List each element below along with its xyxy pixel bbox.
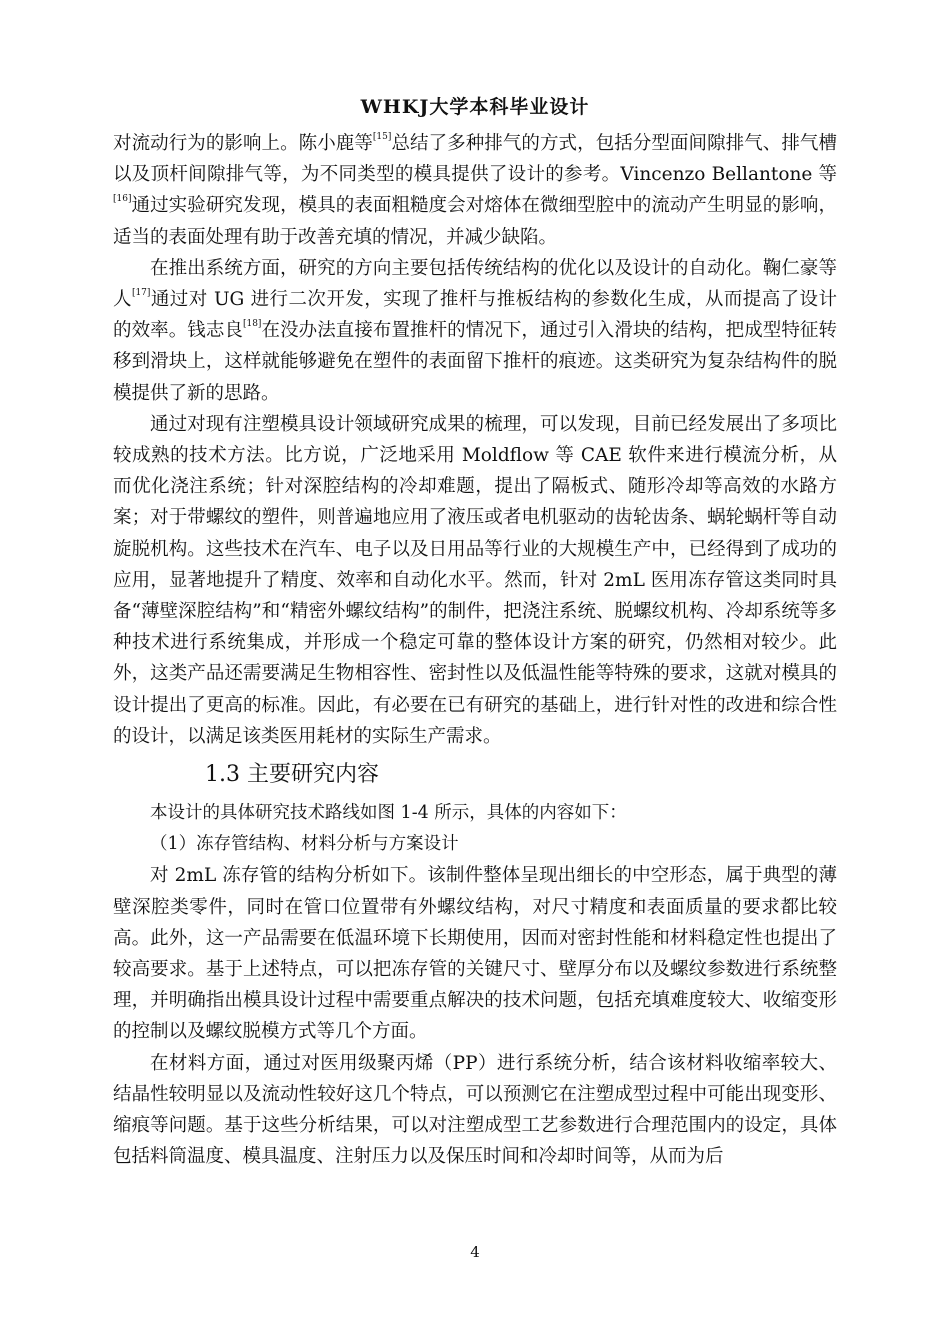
paragraph-ejection-system <box>113 253 837 409</box>
section-heading: 1.3 主要研究内容 <box>205 762 379 788</box>
section-intro: 本设计的具体研究技术路线如图 1-4 所示，具体的内容如下： <box>150 803 627 824</box>
citation-marker: [18] <box>242 319 262 330</box>
text-run: 在没办法直接布置推杆的情况下，通过引入滑块的结构，把成型特征转移到滑块上，这样就能够避免在塑件的表面留下推杆的痕迹。这类研究为复杂结构件的脱模提供了新的思路。 <box>113 320 837 404</box>
text-run: 通过实验研究发现，模具的表面粗糙度会对熔体在微细型腔中的流动产生明显的影响，适当的表面处理有助于改善充填的情况，并减少缺陷。 <box>113 195 837 248</box>
paragraph-exhaust-and-surface <box>113 128 837 253</box>
body-text <box>113 128 837 1173</box>
paragraph-material-analysis: 在材料方面，通过对医用级聚丙烯（PP）进行系统分析，结合该材料收缩率较大、结晶性较明显以及流动性较好这几个特点，可以预测它在注塑成型过程中可能出现变形、缩痕等问题。基于这些分析结果，可以对注塑成型工艺参数进行合理范围内的设定，具体包括料筒温度、模具温度、注射压力以及保压时间和冷却时间等，从而为后 <box>113 1052 837 1168</box>
paragraph-structure-analysis: 对 2mL 冻存管的结构分析如下。该制件整体呈现出细长的中空形态，属于典型的薄壁深腔类零件，同时在管口位置带有外螺纹结构，对尺寸精度和表面质量的要求都比较高。此外，这一产品需要在低温环境下长期使用，因而对密封性能和材料稳定性也提出了较高要求。基于上述特点，可以把冻存管的关键尺寸、壁厚分布以及螺纹参数进行系统整理，并明确指出模具设计过程中需要重点解决的技术问题，包括充填难度较大、收缩变形的控制以及螺纹脱模方式等几个方面。 <box>113 865 837 1043</box>
page-number: 4 <box>470 1243 480 1261</box>
citation-marker: [17] <box>131 288 151 299</box>
citation-marker: [16] <box>113 194 132 205</box>
text-run: 总结了多种排气的方式，包括分型面间隙排气、排气槽以及顶杆间隙排气等，为不同类型的模具提供了设计的参考。Vincenzo Bellantone 等 <box>113 133 837 186</box>
text-run: 通过对 UG 进行二次开发，实现了推杆与推板结构的参数化生成，从而提高了设计的效率。钱志良 <box>113 289 837 342</box>
paragraph-research-summary: 通过对现有注塑模具设计领域研究成果的梳理，可以发现，目前已经发展出了多项比较成熟的技术方法。比方说，广泛地采用 Moldflow 等 CAE 软件来进行模流分析，从而优化浇注系统；针对深腔结构的冷却难题，提出了隔板式、随形冷却等高效的水路方案；对于带螺纹的塑件，则普遍地应用了液压或者电机驱动的齿轮齿条、蜗轮蜗杆等自动旋脱机构。这些技术在汽车、电子以及日用品等行业的大规模生产中，已经得到了成功的应用，显著地提升了精度、效率和自动化水平。然而，针对 2mL 医用冻存管这类同时具备“薄壁深腔结构”和“精密外螺纹结构”的制件，把浇注系统、脱螺纹机构、冷却系统等多种技术进行系统集成，并形成一个稳定可靠的整体设计方案的研究，仍然相对较少。此外，这类产品还需要满足生物相容性、密封性以及低温性能等特殊的要求，这就对模具的设计提出了更高的标准。因此，有必要在已有研究的基础上，进行针对性的改进和综合性的设计，以满足该类医用耗材的实际生产需求。 <box>113 413 837 747</box>
text-run: 在推出系统方面，研究的方向主要包括传统结构的优化以及设计的自动化。鞠仁豪等人 <box>113 257 837 311</box>
text-run: 对流动行为的影响上。陈小鹿等 <box>113 133 373 154</box>
running-header: WHKJ大学本科毕业设计 <box>360 96 590 118</box>
list-item-heading: （1）冻存管结构、材料分析与方案设计 <box>150 834 459 855</box>
citation-marker: [15] <box>372 132 392 142</box>
